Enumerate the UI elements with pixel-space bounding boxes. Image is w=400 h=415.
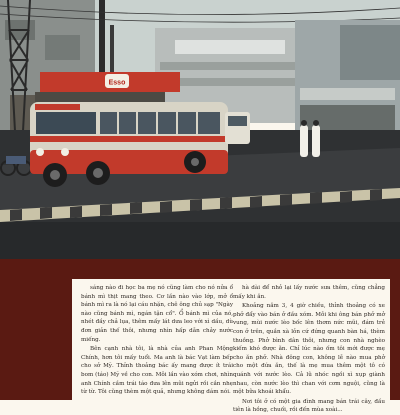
- article-column-right: [233, 284, 385, 415]
- paragraph: sáng nào đi học ba mẹ nó cũng làm cho nó nửa ổ bánh mì thịt mang theo. Cơ lần nào vào lớp, mở ổ bánh mì ra là nó lại cáu nhặn, chê ông chủ sạp "Ngày nào cũng bánh mì, ngán tận cổ". Ổ bánh mì của nó, nhét đầy chả lụa, thêm mấy lát dưa leo với xì dầu, dù đơn giản thế thôi, nhưng nhìn hấp dẫn chảy nước miếng.: [81, 285, 233, 343]
- esso-sign: Esso: [108, 79, 126, 87]
- article-column-left: [81, 284, 233, 397]
- paragraph: Bên cạnh nhà tôi, là nhà của anh Phan Mộng Chính, hơn tôi mấy tuổi. Ma anh là bác Vạt làm bếp cho sở Mỹ. Thỉnh thoảng bác ấy mang được ít trái bom (táo) Mỹ về cho con. Mỗi lần vào xóm chơi, nhìn anh Chính cầm trái táo đưa lên mũi ngửi rồi cắn nhẹ từ từ. Tôi cũng thèm một quả, nhưng không dám nói.: [81, 346, 233, 396]
- paragraph: Khoảng năm 3, 4 giờ chiều, thỉnh thoảng có xe phở đẩy vào bán ở đầu xóm. Mỗi khi ông bán phở mở vung, mùi nước lèo bốc lên thơm nức mũi, đám trẻ con ở trên, quần xà lỏn cứ đứng quanh bàn há, thèm thuồng. Phở bình dân thôi, nhưng con nhà nghèo kiếm khó được ăn. Chỉ lúc nào ốm tôi mới được mẹ cho ăn phở. Nhà đông con, không lễ nào mua phở cho một đứa ăn, thế là mẹ mua thêm một tô có quánh với nước lèo. Cả lũ nhóc ngồi xì xụp giành nhau, còn nước lèo thì chan với cơm nguội, cũng là một bữa khoái khẩu.: [233, 303, 385, 396]
- paragraph: hà dài để nhỏ lại lấy nước sưa thêm, cũng chẳng mấy khi ăn.: [233, 285, 385, 300]
- paragraph: Nơi tôi ở có một gia đình mang bán trái cây, đầu tiên là hồng, chuối, rồi đến mùa xoài...: [233, 398, 385, 414]
- article-page: [72, 279, 390, 414]
